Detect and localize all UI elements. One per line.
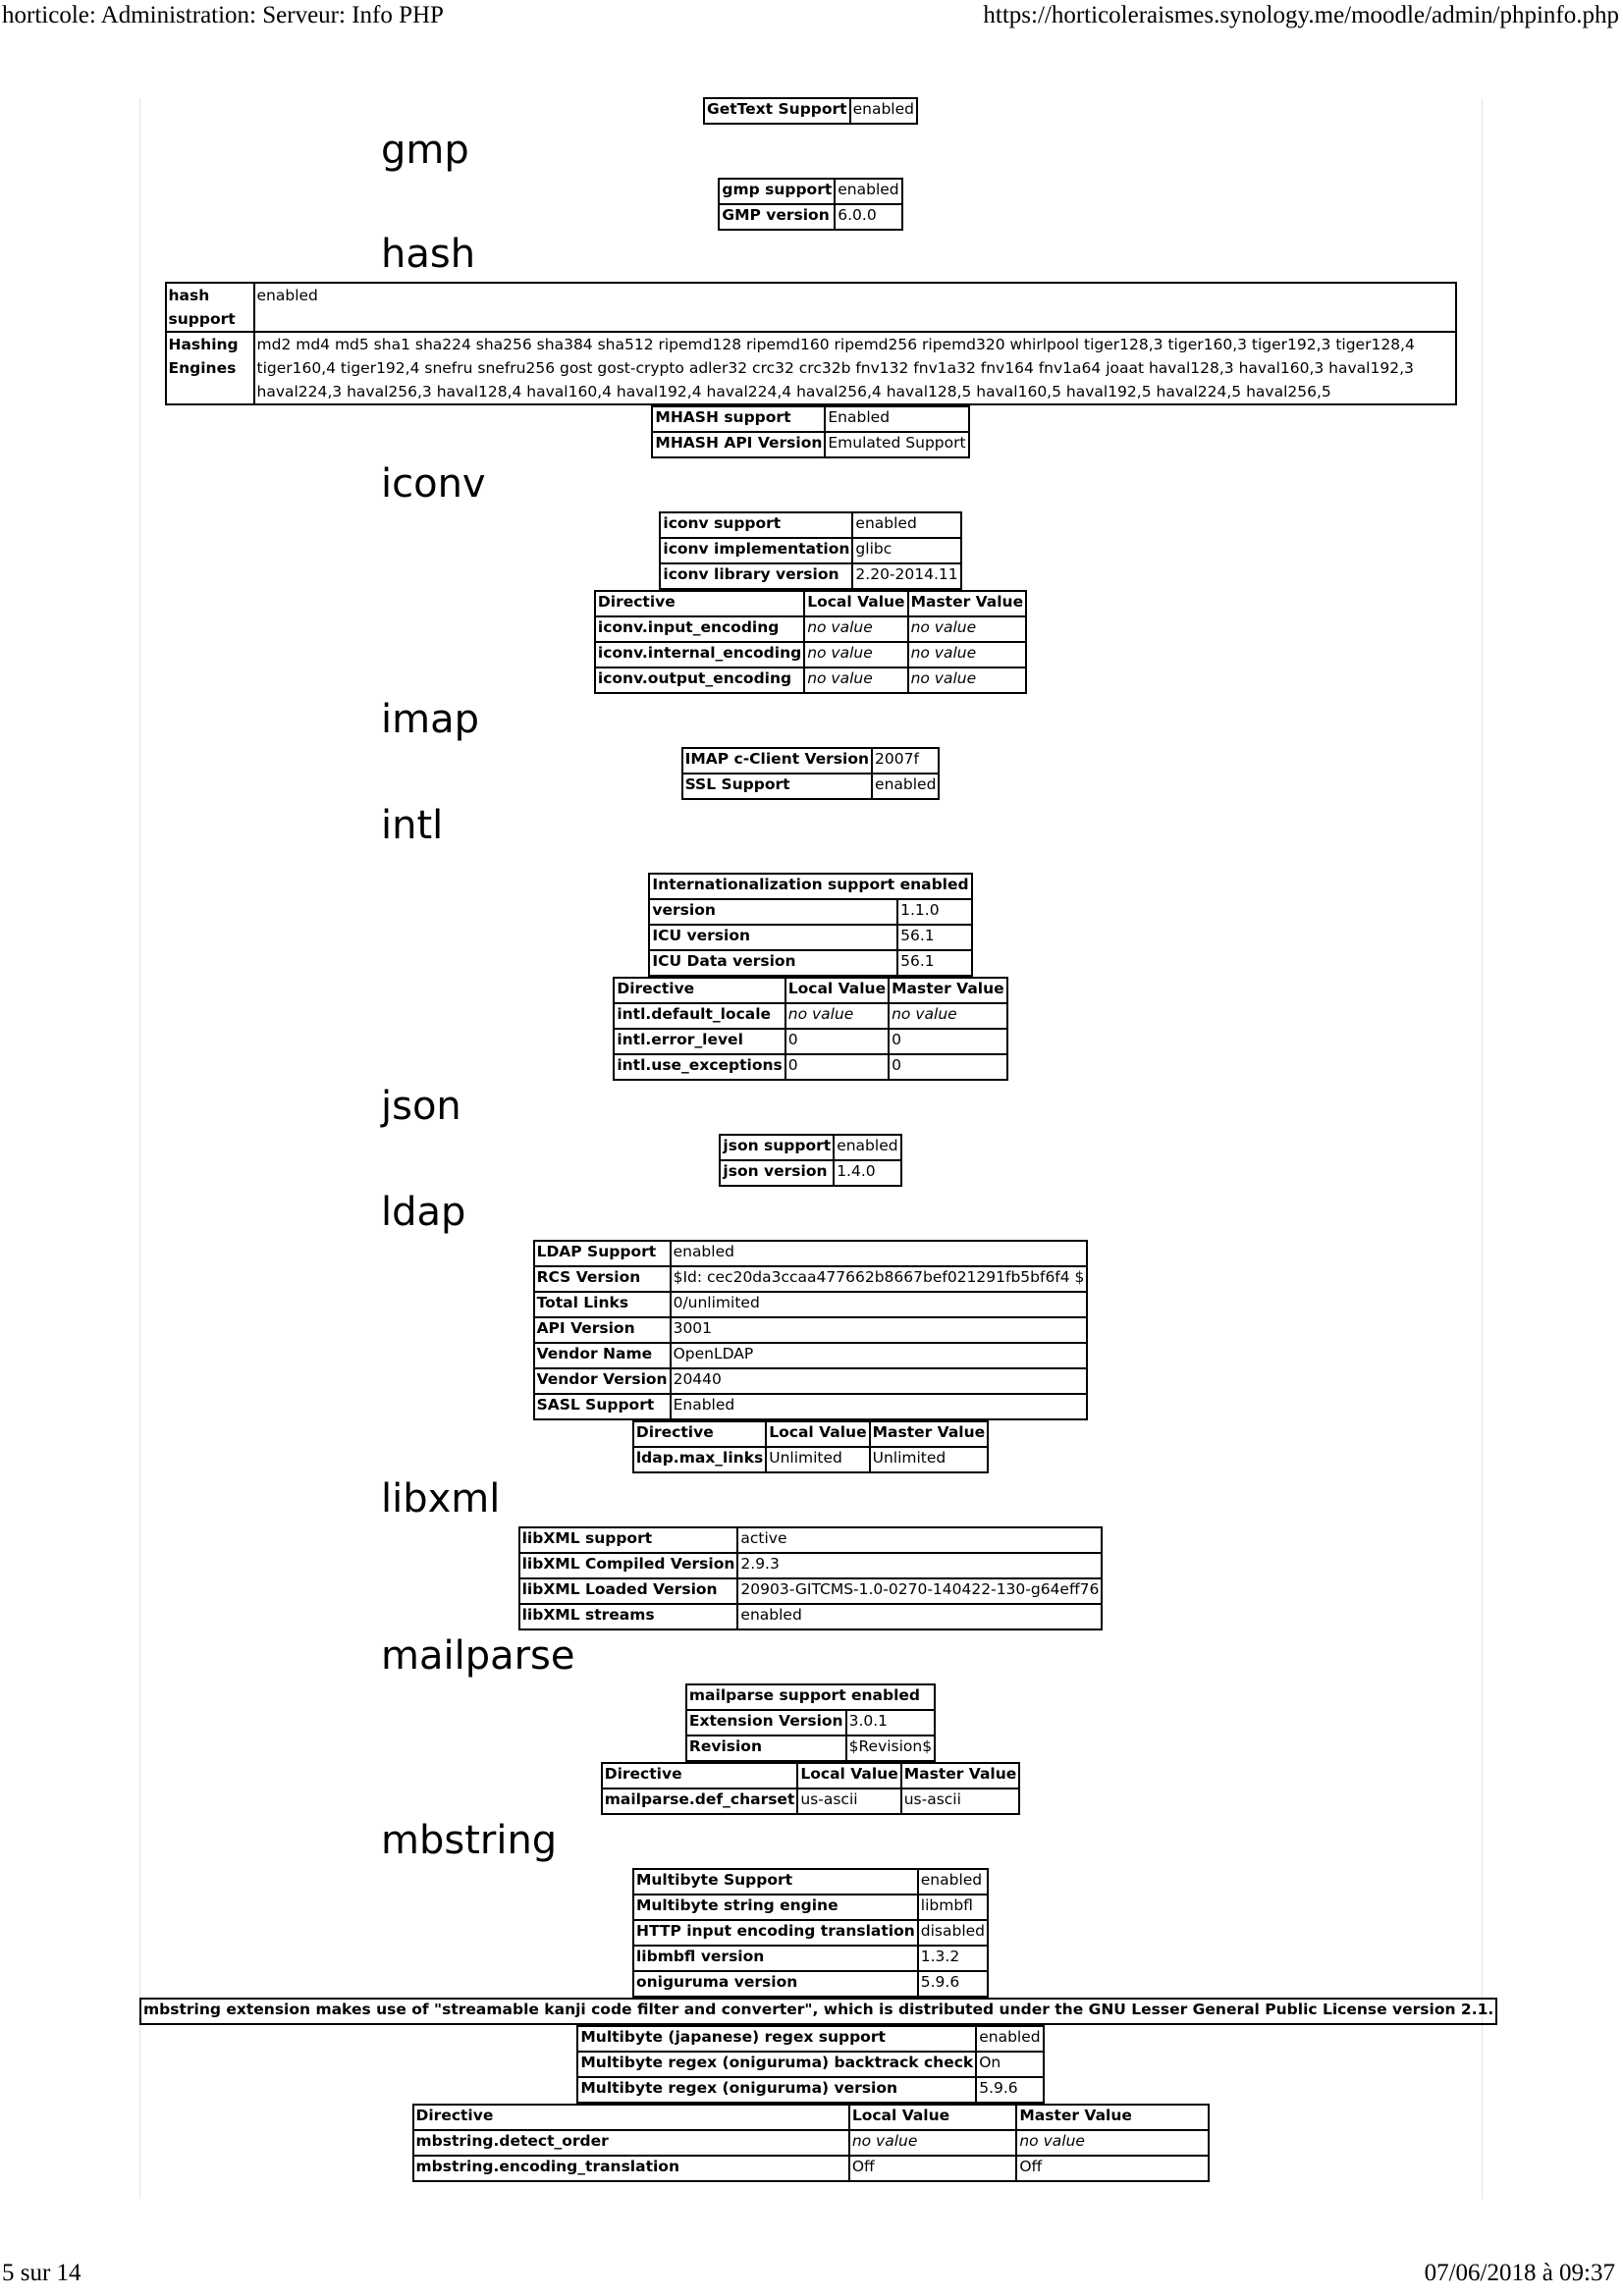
mbstring-regex-table: Multibyte (japanese) regex support enabled Multibyte regex (oniguruma) backtrack check On Multibyte regex (oniguruma) version 5.9.6: [576, 2025, 1044, 2104]
mhash-table: MHASH support Enabled MHASH API Version Emulated Support: [651, 405, 969, 458]
page-header-url: https://horticoleraismes.synology.me/moodle/admin/phpinfo.php: [983, 2, 1619, 28]
json-table: json support enabled json version 1.4.0: [719, 1134, 901, 1187]
gettext-table: GetText Support enabled: [703, 97, 918, 125]
intl-directives-table: Directive Local Value Master Value intl.default_locale no value no value intl.error_level 0 0 intl.use_exceptions 0 0: [613, 977, 1007, 1081]
libxml-table: libXML support active libXML Compiled Version 2.9.3 libXML Loaded Version 20903-GITCMS-1.0-0270-140422-130-g64eff76 libXML streams enabled: [518, 1526, 1104, 1630]
section-title-libxml: libxml: [381, 1476, 501, 1522]
ldap-directives-table: Directive Local Value Master Value ldap.max_links Unlimited Unlimited: [632, 1420, 989, 1473]
mailparse-table: mailparse support enabled Extension Version 3.0.1 Revision $Revision$: [685, 1683, 936, 1762]
section-title-mbstring: mbstring: [381, 1818, 558, 1863]
phpinfo-content: [139, 97, 1494, 2182]
iconv-table: iconv support enabled iconv implementation glibc iconv library version 2.20-2014.11: [659, 511, 961, 590]
section-title-gmp: gmp: [381, 128, 469, 173]
section-title-hash: hash: [381, 232, 476, 277]
mbstring-directives-table: Directive Local Value Master Value mbstring.detect_order no value no value mbstring.encoding_translation Off Off: [412, 2104, 1210, 2182]
page-header-title: horticole: Administration: Serveur: Info PHP: [2, 2, 444, 28]
section-title-ldap: ldap: [381, 1190, 466, 1235]
section-title-iconv: iconv: [381, 461, 486, 507]
hash-table: hash support enabled Hashing Engines md2 md4 md5 sha1 sha224 sha256 sha384 sha512 ripemd128 ripemd160 ripemd256 ripemd320 whirlpool tiger128,3 tiger160,3 tiger192,3 tiger128,4 tiger160,4 tiger192,4 snefru snefru256 gost gost-crypto adler32 crc32 crc32b fnv132 fnv1a32 fnv164 fnv1a64 joaat haval128,3 haval160,3 haval192,3 haval224,3 haval256,3 haval128,4 haval160,4 haval192,4 haval224,4 haval256,4 haval128,5 haval160,5 haval192,5 haval224,5 haval256,5: [165, 282, 1457, 405]
page-border-right: [1482, 98, 1483, 2199]
imap-table: IMAP c-Client Version 2007f SSL Support enabled: [681, 747, 941, 800]
section-title-imap: imap: [381, 697, 479, 742]
page-footer-number: 5 sur 14: [2, 2260, 81, 2286]
ldap-table: LDAP Support enabled RCS Version $Id: cec20da3ccaa477662b8667bef021291fb5bf6f4 $ Total Links 0/unlimited API Version 3001 Vendor Name OpenLDAP Vendor Version 20440 SASL Support Enabled: [533, 1240, 1089, 1420]
mbstring-license-note: mbstring extension makes use of "streamable kanji code filter and converter", which is distributed under the GNU Lesser General Public License version 2.1.: [139, 1998, 1497, 2025]
gmp-table: gmp support enabled GMP version 6.0.0: [718, 178, 902, 231]
mbstring-table: Multibyte Support enabled Multibyte string engine libmbfl HTTP input encoding translation disabled libmbfl version 1.3.2 oniguruma version 5.9.6: [632, 1868, 989, 1998]
section-title-json: json: [381, 1084, 461, 1129]
intl-table: Internationalization support enabled version 1.1.0 ICU version 56.1 ICU Data version 56.1: [648, 873, 972, 977]
mailparse-directives-table: Directive Local Value Master Value mailparse.def_charset us-ascii us-ascii: [601, 1762, 1021, 1815]
page-footer-datetime: 07/06/2018 à 09:37: [1424, 2260, 1615, 2286]
iconv-directives-table: Directive Local Value Master Value iconv.input_encoding no value no value iconv.internal_encoding no value no value iconv.output_encoding no value no value: [594, 590, 1027, 694]
section-title-intl: intl: [381, 803, 444, 848]
section-title-mailparse: mailparse: [381, 1633, 575, 1679]
